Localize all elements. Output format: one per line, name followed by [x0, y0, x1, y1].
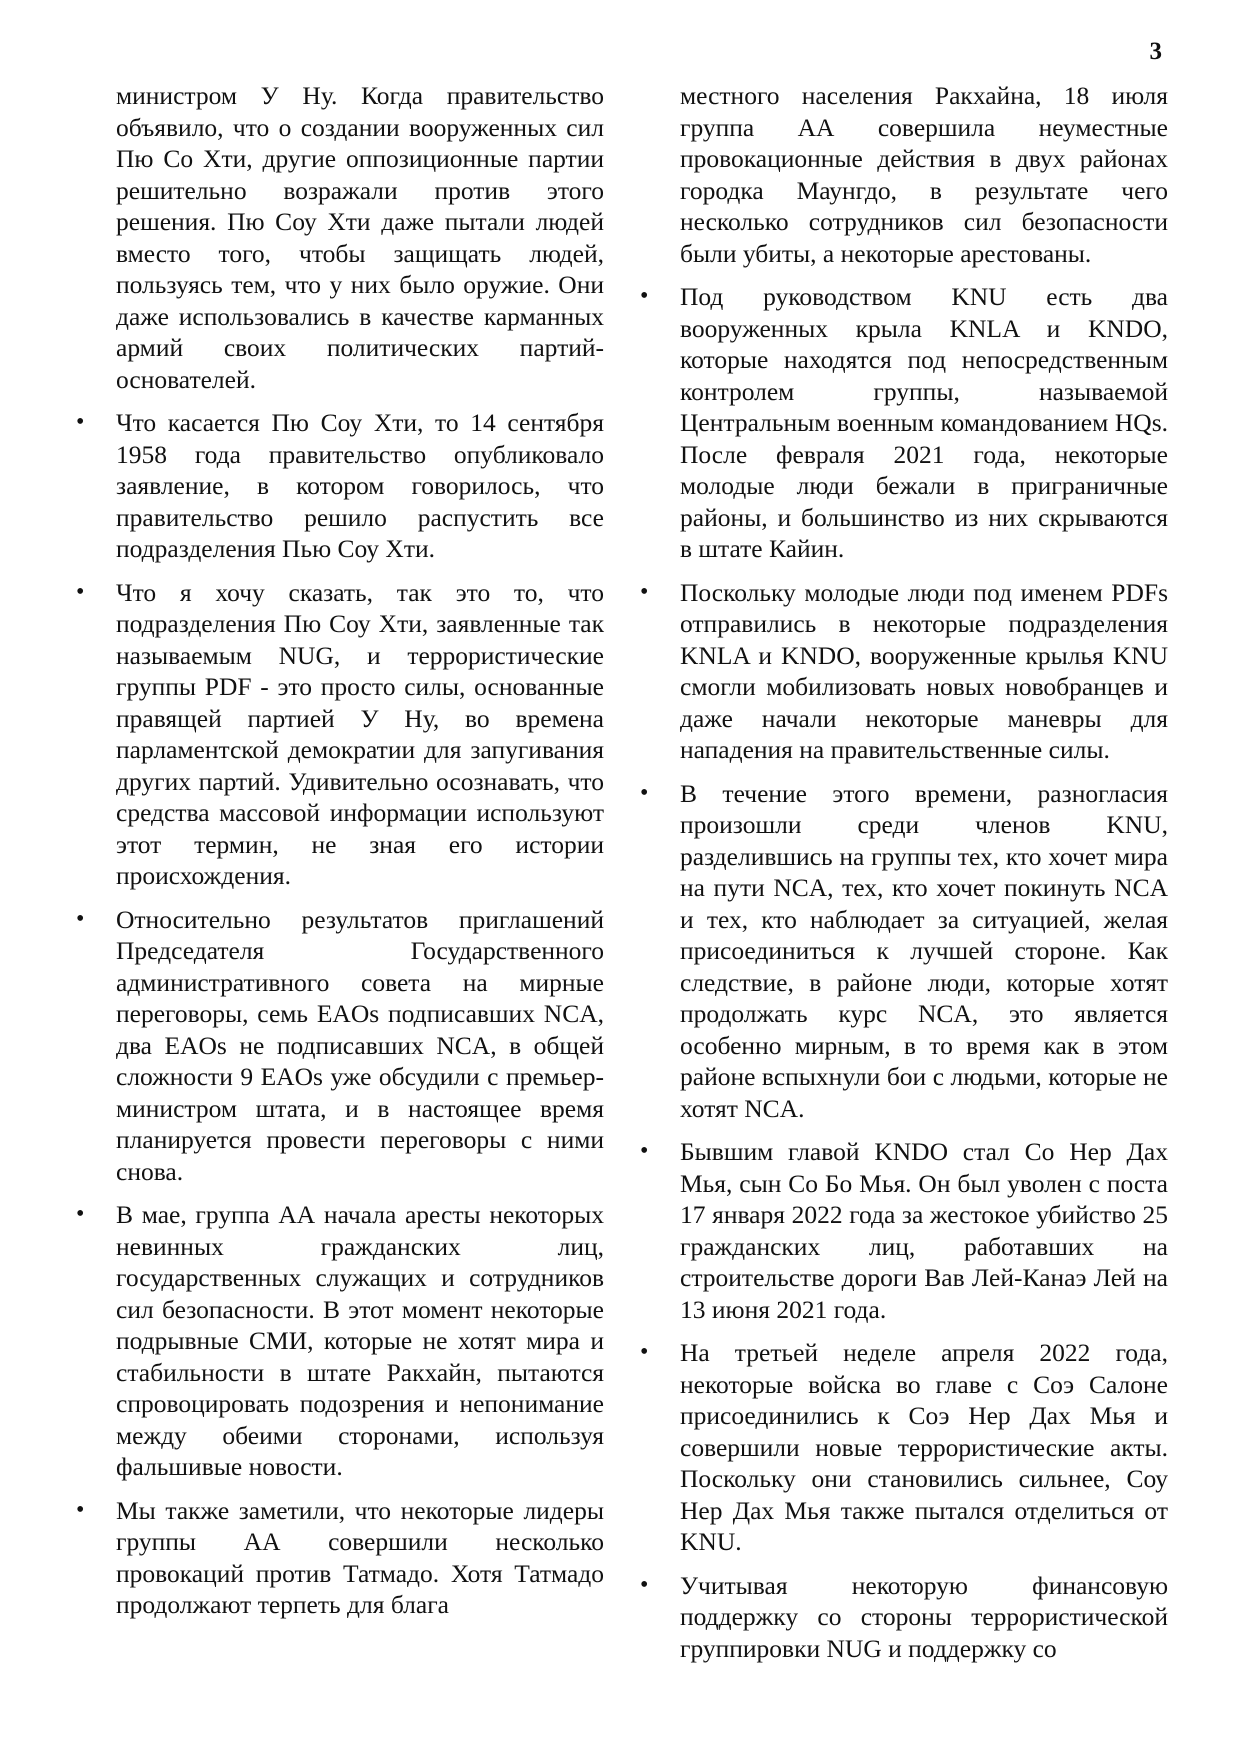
bullet-paragraph: • Относительно результатов приглашений Председателя Государственного административного совета на мирные переговоры, семь EAOs подписавших NCA, два EAOs не подписавших NCA, в общей сложности 9 EAOs уже обсудили с премьер-министром штата, и в настоящее время планируется провести переговоры с ними снова. [116, 904, 604, 1188]
bullet-paragraph: • На третьей неделе апреля 2022 года, некоторые войска во главе с Соэ Салоне присоединились к Соэ Нер Дах Мья и совершили новые террористические акты. Поскольку они становились сильнее, Соу Нер Дах Мья также пытался отделиться от KNU. [680, 1337, 1168, 1558]
left-column [116, 80, 604, 1633]
bullet-paragraph: • Мы также заметили, что некоторые лидеры группы АА совершили несколько провокаций против Татмадо. Хотя Татмадо продолжают терпеть для блага [116, 1495, 604, 1621]
bullet-paragraph: • В течение этого времени, разногласия произошли среди членов KNU, разделившись на группы тех, кто хочет мира на пути NCA, тех, кто хочет покинуть NCA и тех, кто наблюдает за ситуацией, желая присоединиться к лучшей стороне. Как следствие, в районе люди, которые хотят продолжать курс NCA, это является особенно мирным, в то время как в этом районе вспыхнули бои с людьми, которые не хотят NCA. [680, 778, 1168, 1125]
right-column [680, 80, 1168, 1676]
bullet-paragraph: • В мае, группа АА начала аресты некоторых невинных гражданских лиц, государственных служащих и сотрудников сил безопасности. В этот момент некоторые подрывные СМИ, которые не хотят мира и стабильности в штате Ракхайн, пытаются спровоцировать подозрения и непонимание между обеими сторонами, используя фальшивые новости. [116, 1199, 604, 1483]
page-number: 3 [1149, 38, 1162, 65]
bullet-paragraph: • Бывшим главой KNDO стал Со Нер Дах Мья, сын Со Бо Мья. Он был уволен с поста 17 января 2022 года за жестокое убийство 25 гражданских лиц, работавших на строительстве дороги Вав Лей-Канаэ Лей на 13 июня 2021 года. [680, 1136, 1168, 1325]
bullet-paragraph: • Что касается Пю Соу Хти, то 14 сентября 1958 года правительство опубликовало заявление, в котором говорилось, что правительство решило распустить все подразделения Пью Соу Хти. [116, 407, 604, 565]
bullet-paragraph: • Учитывая некоторую финансовую поддержку со стороны террористической группировки NUG и поддержку со [680, 1570, 1168, 1665]
paragraph: местного населения Ракхайна, 18 июля группа АА совершила неуместные провокационные действия в двух районах городка Маунгдо, в результате чего несколько сотрудников сил безопасности были убиты, а некоторые арестованы. [680, 81, 1168, 268]
bullet-paragraph: • Поскольку молодые люди под именем PDFs отправились в некоторые подразделения KNLA и KNDO, вооруженные крылья KNU смогли мобилизовать новых новобранцев и даже начали некоторые маневры для нападения на правительственные силы. [680, 577, 1168, 766]
bullet-paragraph: • Что я хочу сказать, так это то, что подразделения Пю Соу Хти, заявленные так называемым NUG, и террористические группы PDF - это просто силы, основанные правящей партией У Ну, во времена парламентской демократии для запугивания других партий. Удивительно осознавать, что средства массовой информации используют этот термин, не зная его истории происхождения. [116, 577, 604, 892]
paragraph: министром У Ну. Когда правительство объявило, что о создании вооруженных сил Пю Со Хти, другие оппозиционные партии решительно возражали против этого решения. Пю Соу Хти даже пытали людей вместо того, чтобы защищать людей, пользуясь тем, что у них было оружие. Они даже использовались в качестве карманных армий своих политических партий-основателей. [116, 81, 604, 394]
bullet-paragraph: • Под руководством KNU есть два вооруженных крыла KNLA и KNDO, которые находятся под непосредственным контролем группы, называемой Центральным военным командованием HQs. После февраля 2021 года, некоторые молодые люди бежали в приграничные районы, и большинство из них скрываются в штате Кайин. [680, 281, 1168, 565]
